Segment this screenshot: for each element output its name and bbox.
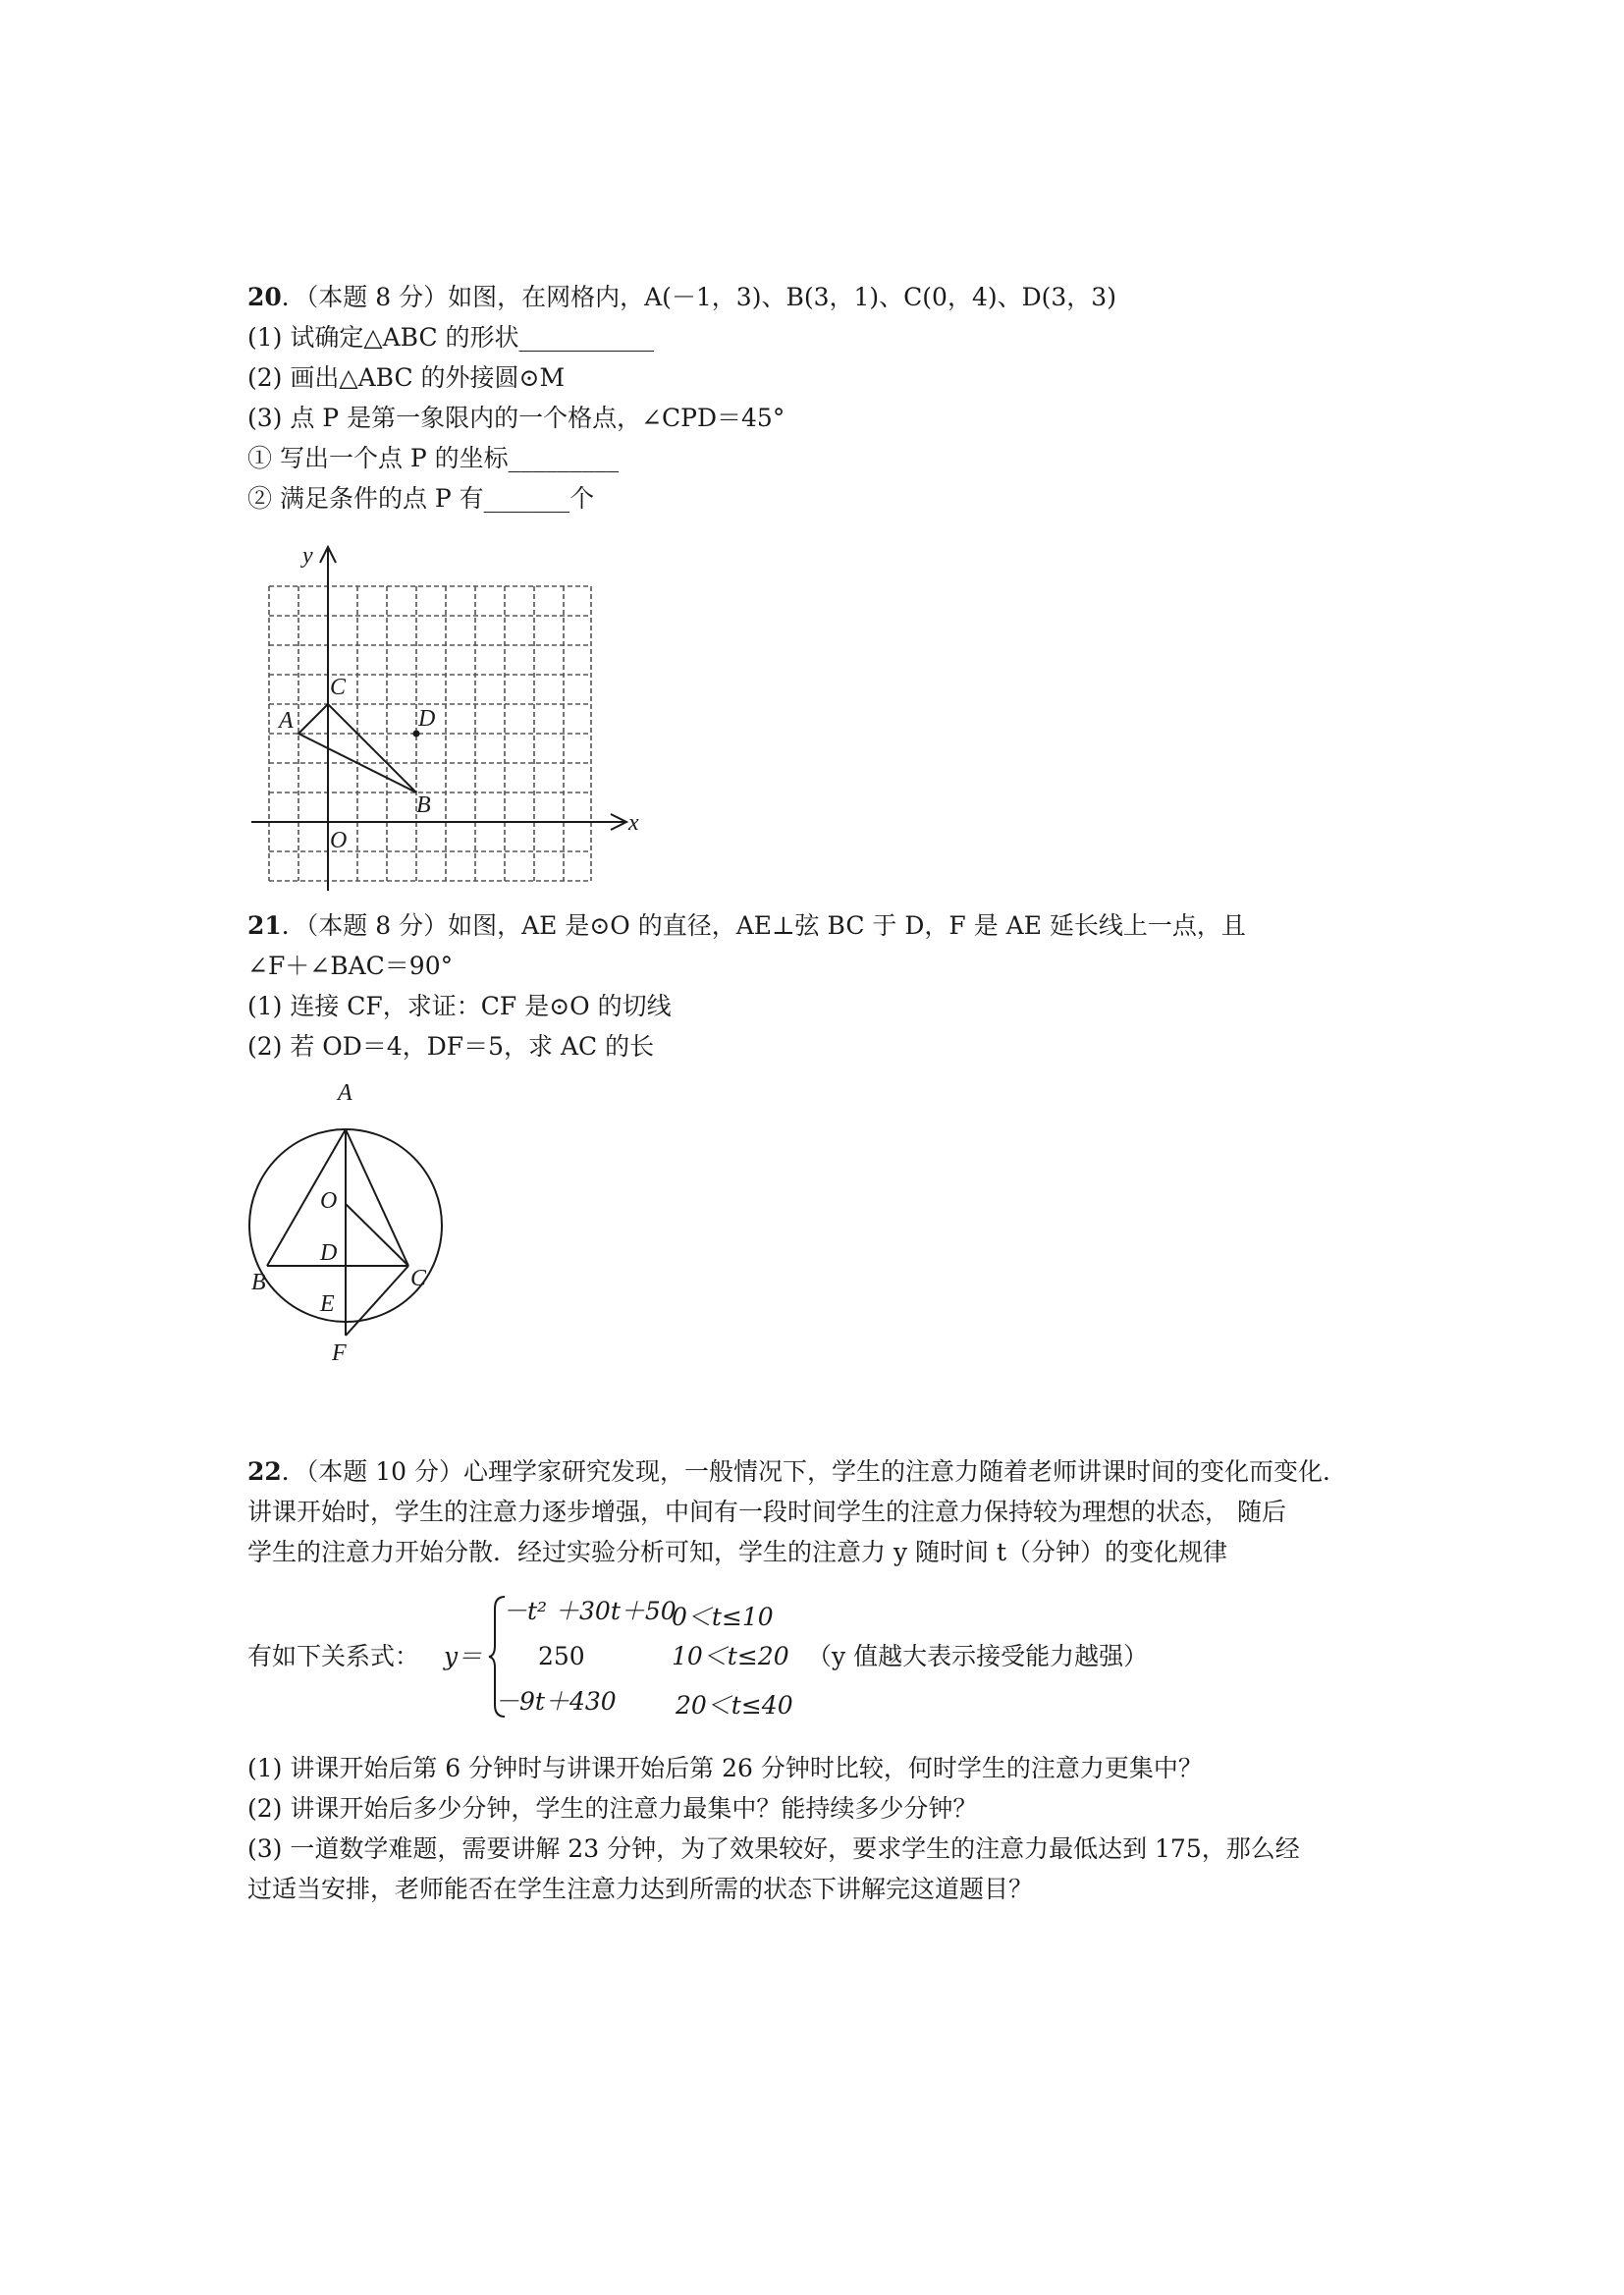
q20-part3a: ① 写出一个点 P 的坐标_________ <box>247 444 620 472</box>
label-e: E <box>320 1291 335 1317</box>
case3-condition: 20＜t≤40 <box>676 1691 793 1720</box>
q21-header-text: ．（本题 8 分）如图，AE 是⊙O 的直径，AE⊥弦 BC 于 D，F 是 AE 延长线上一点，且 <box>281 911 1246 940</box>
segment-oc <box>346 1204 408 1266</box>
label-a: A <box>279 708 294 734</box>
q21-part2: (2) 若 OD＝4，DF＝5，求 AC 的长 <box>247 1032 655 1061</box>
label-b: B <box>251 1270 266 1295</box>
q22-line2: 讲课开始时，学生的注意力逐步增强，中间有一段时间学生的注意力保持较为理想的状态， 随后 <box>247 1498 1286 1526</box>
label-d: D <box>418 706 436 732</box>
q22-part1: (1) 讲课开始后第 6 分钟时与讲课开始后第 26 分钟时比较，何时学生的注意力更集中？ <box>247 1754 1203 1782</box>
q21-header <box>247 909 1246 943</box>
q21-part1: (1) 连接 CF，求证：CF 是⊙O 的切线 <box>247 992 672 1020</box>
case2-note: （y 值越大表示接受能力越强） <box>807 1642 1149 1670</box>
q20-number: 20 <box>247 283 282 311</box>
label-o: O <box>320 1188 338 1214</box>
segment-cf <box>346 1266 408 1336</box>
q22-number: 22 <box>247 1457 282 1486</box>
formula-intro: 有如下关系式： <box>247 1642 420 1670</box>
label-f: F <box>332 1340 347 1366</box>
q21-header2: ∠F＋∠BAC＝90° <box>247 952 454 980</box>
q20-header-text: ．（本题 8 分）如图，在网格内，A(－1，3)、B(3，1)、C(0，4)、D(3，3) <box>281 283 1116 311</box>
grid-lines <box>269 586 591 881</box>
q22-part3b: 过适当安排，老师能否在学生注意力达到所需的状态下讲解完这道题目？ <box>247 1875 1034 1903</box>
x-label: x <box>628 810 639 836</box>
origin-label: O <box>330 828 348 853</box>
q20-part3: (3) 点 P 是第一象限内的一个格点，∠CPD＝45° <box>247 404 785 432</box>
q22-line3: 学生的注意力开始分散．经过实验分析可知，学生的注意力 y 随时间 t（分钟）的变化规律 <box>247 1538 1228 1566</box>
case1-expression: －t² ＋30t＋50 <box>503 1597 677 1625</box>
q22-line1-text: ．（本题 10 分）心理学家研究发现，一般情况下，学生的注意力随着老师讲课时间的变化而变化． <box>281 1457 1348 1486</box>
q20-part1: (1) 试确定△ABC 的形状___________ <box>247 323 655 352</box>
case2-condition: 10＜t≤20 <box>672 1642 789 1670</box>
y-label: y <box>302 543 313 569</box>
q21-circle-figure <box>245 1075 461 1370</box>
case1-condition: 0＜t≤10 <box>672 1603 774 1631</box>
label-c: C <box>330 675 347 700</box>
case2-expression: 250 <box>538 1642 585 1670</box>
q20-header <box>247 281 1116 314</box>
q22-part2: (2) 讲课开始后多少分钟，学生的注意力最集中？能持续多少分钟？ <box>247 1794 978 1823</box>
q20-grid-figure <box>245 535 658 899</box>
q20-part2: (2) 画出△ABC 的外接圆⊙M <box>247 363 566 392</box>
label-d: D <box>320 1240 338 1266</box>
q21-number: 21 <box>247 911 282 940</box>
formula-y: y＝ <box>444 1642 483 1670</box>
label-c: C <box>410 1266 427 1291</box>
label-b: B <box>416 792 431 818</box>
q22-line1 <box>247 1455 1347 1489</box>
label-a: A <box>338 1080 352 1106</box>
q20-part3b: ② 满足条件的点 P 有_______个 <box>247 484 595 513</box>
case3-expression: －9t＋430 <box>495 1687 617 1716</box>
q22-part3: (3) 一道数学难题，需要讲解 23 分钟，为了效果较好，要求学生的注意力最低达到 175，那么经 <box>247 1834 1300 1863</box>
segment-ac <box>346 1129 408 1266</box>
